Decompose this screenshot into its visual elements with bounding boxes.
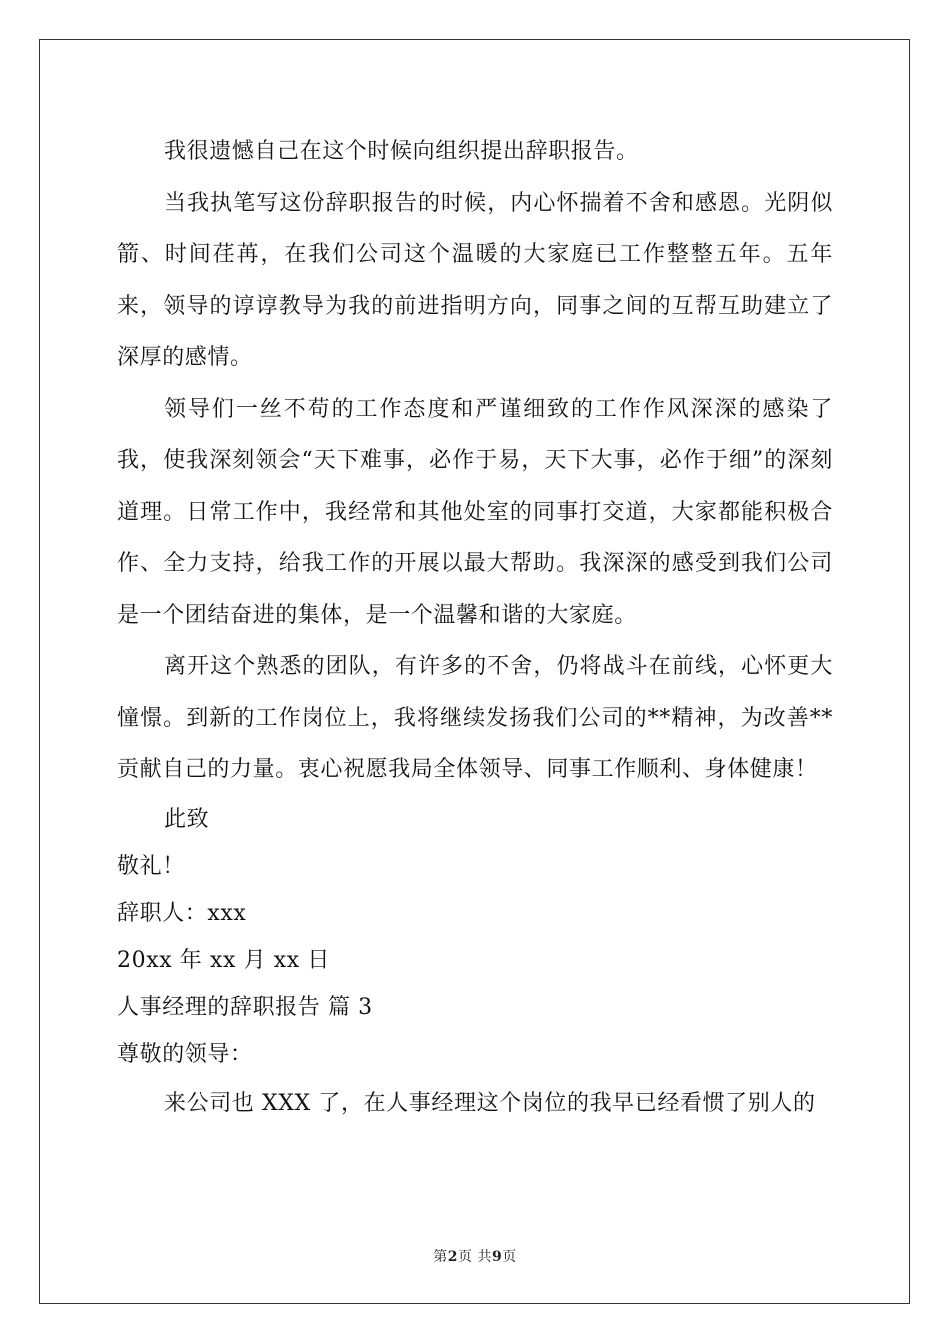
salute-line: 敬礼！ (117, 853, 185, 879)
paragraph-3: 领导们一丝不苟的工作态度和严谨细致的工作作风深深的感染了我，使我深刻领会“天下难事，必作于易，天下大事，必作于细”的深刻道理。日常工作中，我经常和其他处室的同事打交道，大家都能积极合作、全力支持，给我工作的开展以最大帮助。我深深的感受到我们公司是一个团结奋进的集体，是一个温馨和谐的大家庭。 (117, 396, 833, 628)
page-footer (0, 1246, 950, 1266)
document-body (117, 126, 833, 1129)
paragraph-1: 我很遗憾自己在这个时候向组织提出辞职报告。 (164, 139, 639, 164)
footer-middle: 页 共 (458, 1249, 492, 1265)
current-page-number: 2 (447, 1249, 459, 1265)
total-page-number: 9 (491, 1249, 503, 1265)
footer-prefix: 第 (433, 1249, 448, 1265)
paragraph-2: 当我执笔写这份辞职报告的时候，内心怀揣着不舍和感恩。光阴似箭、时间荏苒，在我们公司这个温暖的大家庭已工作整整五年。五年来，领导的谆谆教导为我的前进指明方向，同事之间的互帮互助建立了深厚的感情。 (117, 190, 833, 370)
date-line: 20xx 年 xx 月 xx 日 (117, 947, 331, 973)
paragraph-5: 来公司也 XXX 了，在人事经理这个岗位的我早已经看惯了别人的 (164, 1090, 816, 1116)
greeting-line: 尊敬的领导： (117, 1041, 253, 1067)
signature-line: 辞职人：xxx (117, 900, 247, 926)
paragraph-4: 离开这个熟悉的团队，有许多的不舍，仍将战斗在前线，心怀更大憧憬。到新的工作岗位上，我将继续发扬我们公司的**精神，为改善**贡献自己的力量。衷心祝愿我局全体领导、同事工作顺利、身体健康！ (117, 654, 833, 782)
section-title: 人事经理的辞职报告 篇 3 (117, 994, 373, 1020)
closing-line: 此致 (164, 806, 210, 832)
footer-suffix: 页 (502, 1249, 517, 1265)
